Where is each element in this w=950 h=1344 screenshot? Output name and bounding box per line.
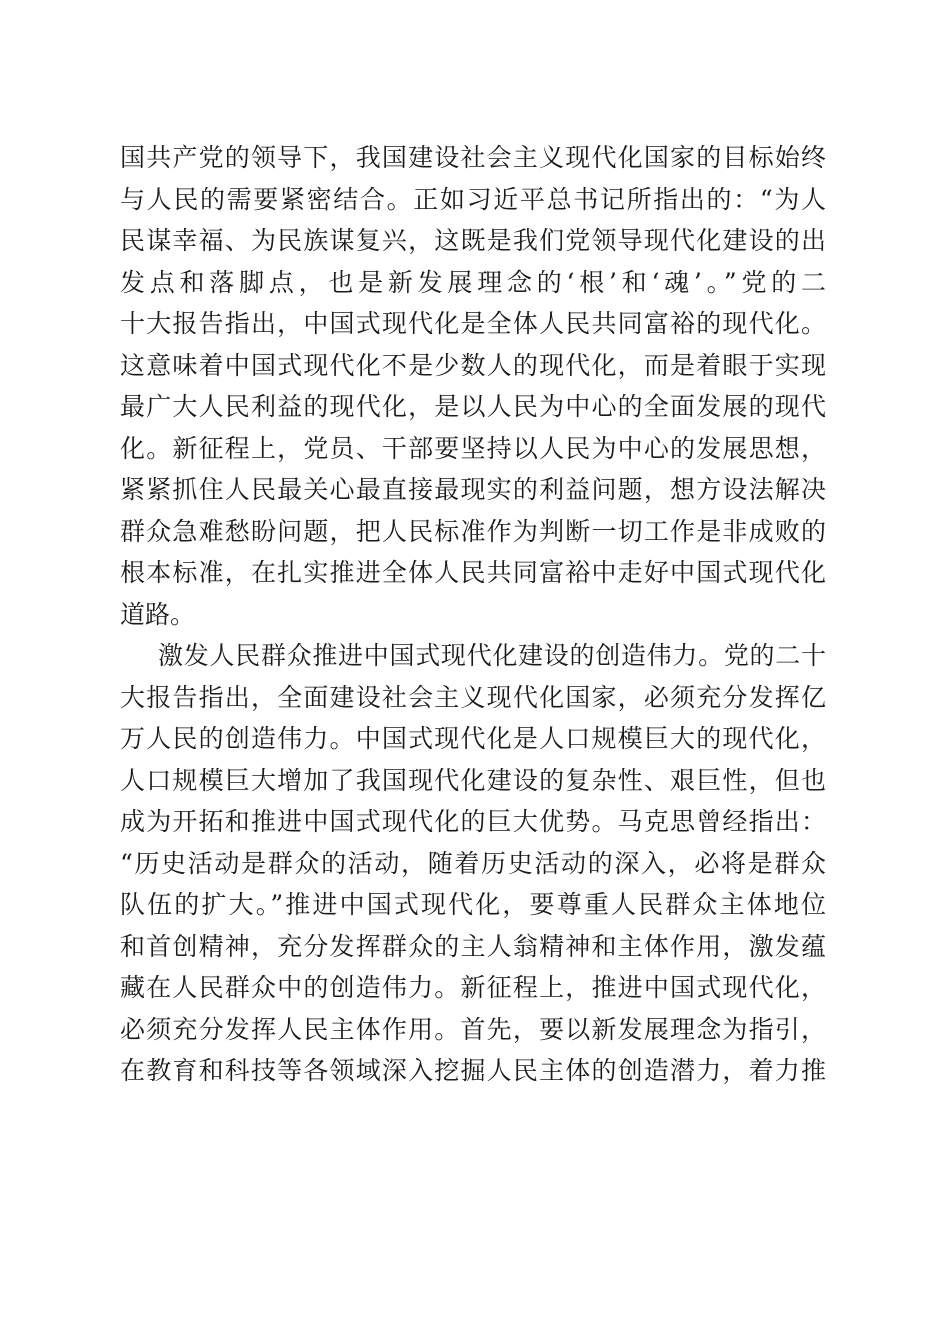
text-line: 这意味着中国式现代化不是少数人的现代化，而是着眼于实现	[120, 350, 826, 380]
text-line: 队伍的扩大。”推进中国式现代化，要尊重人民群众主体地位	[120, 890, 826, 919]
text-line: 民谋幸福、为民族谋复兴，这既是我们党领导现代化建设的出	[120, 226, 826, 255]
text-line: 在教育和科技等各领域深入挖掘人民主体的创造潜力，着力推	[120, 1056, 826, 1085]
paragraph-1	[120, 137, 826, 635]
text-line: 万人民的创造伟力。中国式现代化是人口规模巨大的现代化，	[120, 724, 826, 753]
text-line: “历史活动是群众的活动，随着历史活动的深入，必将是群众	[120, 848, 826, 878]
text-line: 大报告指出，全面建设社会主义现代化国家，必须充分发挥亿	[120, 682, 826, 712]
text-line: 根本标准，在扎实推进全体人民共同富裕中走好中国式现代化	[120, 558, 826, 587]
text-line: 人口规模巨大增加了我国现代化建设的复杂性、艰巨性，但也	[120, 765, 826, 795]
text-line: 道路。	[120, 599, 196, 629]
text-line: 与人民的需要紧密结合。正如习近平总书记所指出的：“为人	[120, 184, 826, 214]
text-line: 发点和落脚点，也是新发展理念的‘根’和‘魂’。”党的二	[120, 267, 826, 297]
text-line: 成为开拓和推进中国式现代化的巨大优势。马克思曾经指出：	[120, 807, 826, 836]
text-line: 群众急难愁盼问题，把人民标准作为判断一切工作是非成败的	[120, 516, 826, 546]
text-line: 藏在人民群众中的创造伟力。新征程上，推进中国式现代化，	[120, 973, 826, 1002]
text-line: 最广大人民利益的现代化，是以人民为中心的全面发展的现代	[120, 392, 826, 421]
text-line: 化。新征程上，党员、干部要坚持以人民为中心的发展思想，	[120, 433, 826, 463]
text-line: 国共产党的领导下，我国建设社会主义现代化国家的目标始终	[120, 143, 826, 172]
text-line: 必须充分发挥人民主体作用。首先，要以新发展理念为指引，	[120, 1014, 826, 1044]
document-page	[120, 137, 826, 1092]
text-line: 激发人民群众推进中国式现代化建设的创造伟力。党的二十	[158, 641, 826, 670]
paragraph-2	[120, 635, 826, 1092]
text-line: 和首创精神，充分发挥群众的主人翁精神和主体作用，激发蕴	[120, 931, 826, 961]
text-line: 紧紧抓住人民最关心最直接最现实的利益问题，想方设法解决	[120, 475, 826, 504]
text-line: 十大报告指出，中国式现代化是全体人民共同富裕的现代化。	[120, 309, 826, 338]
